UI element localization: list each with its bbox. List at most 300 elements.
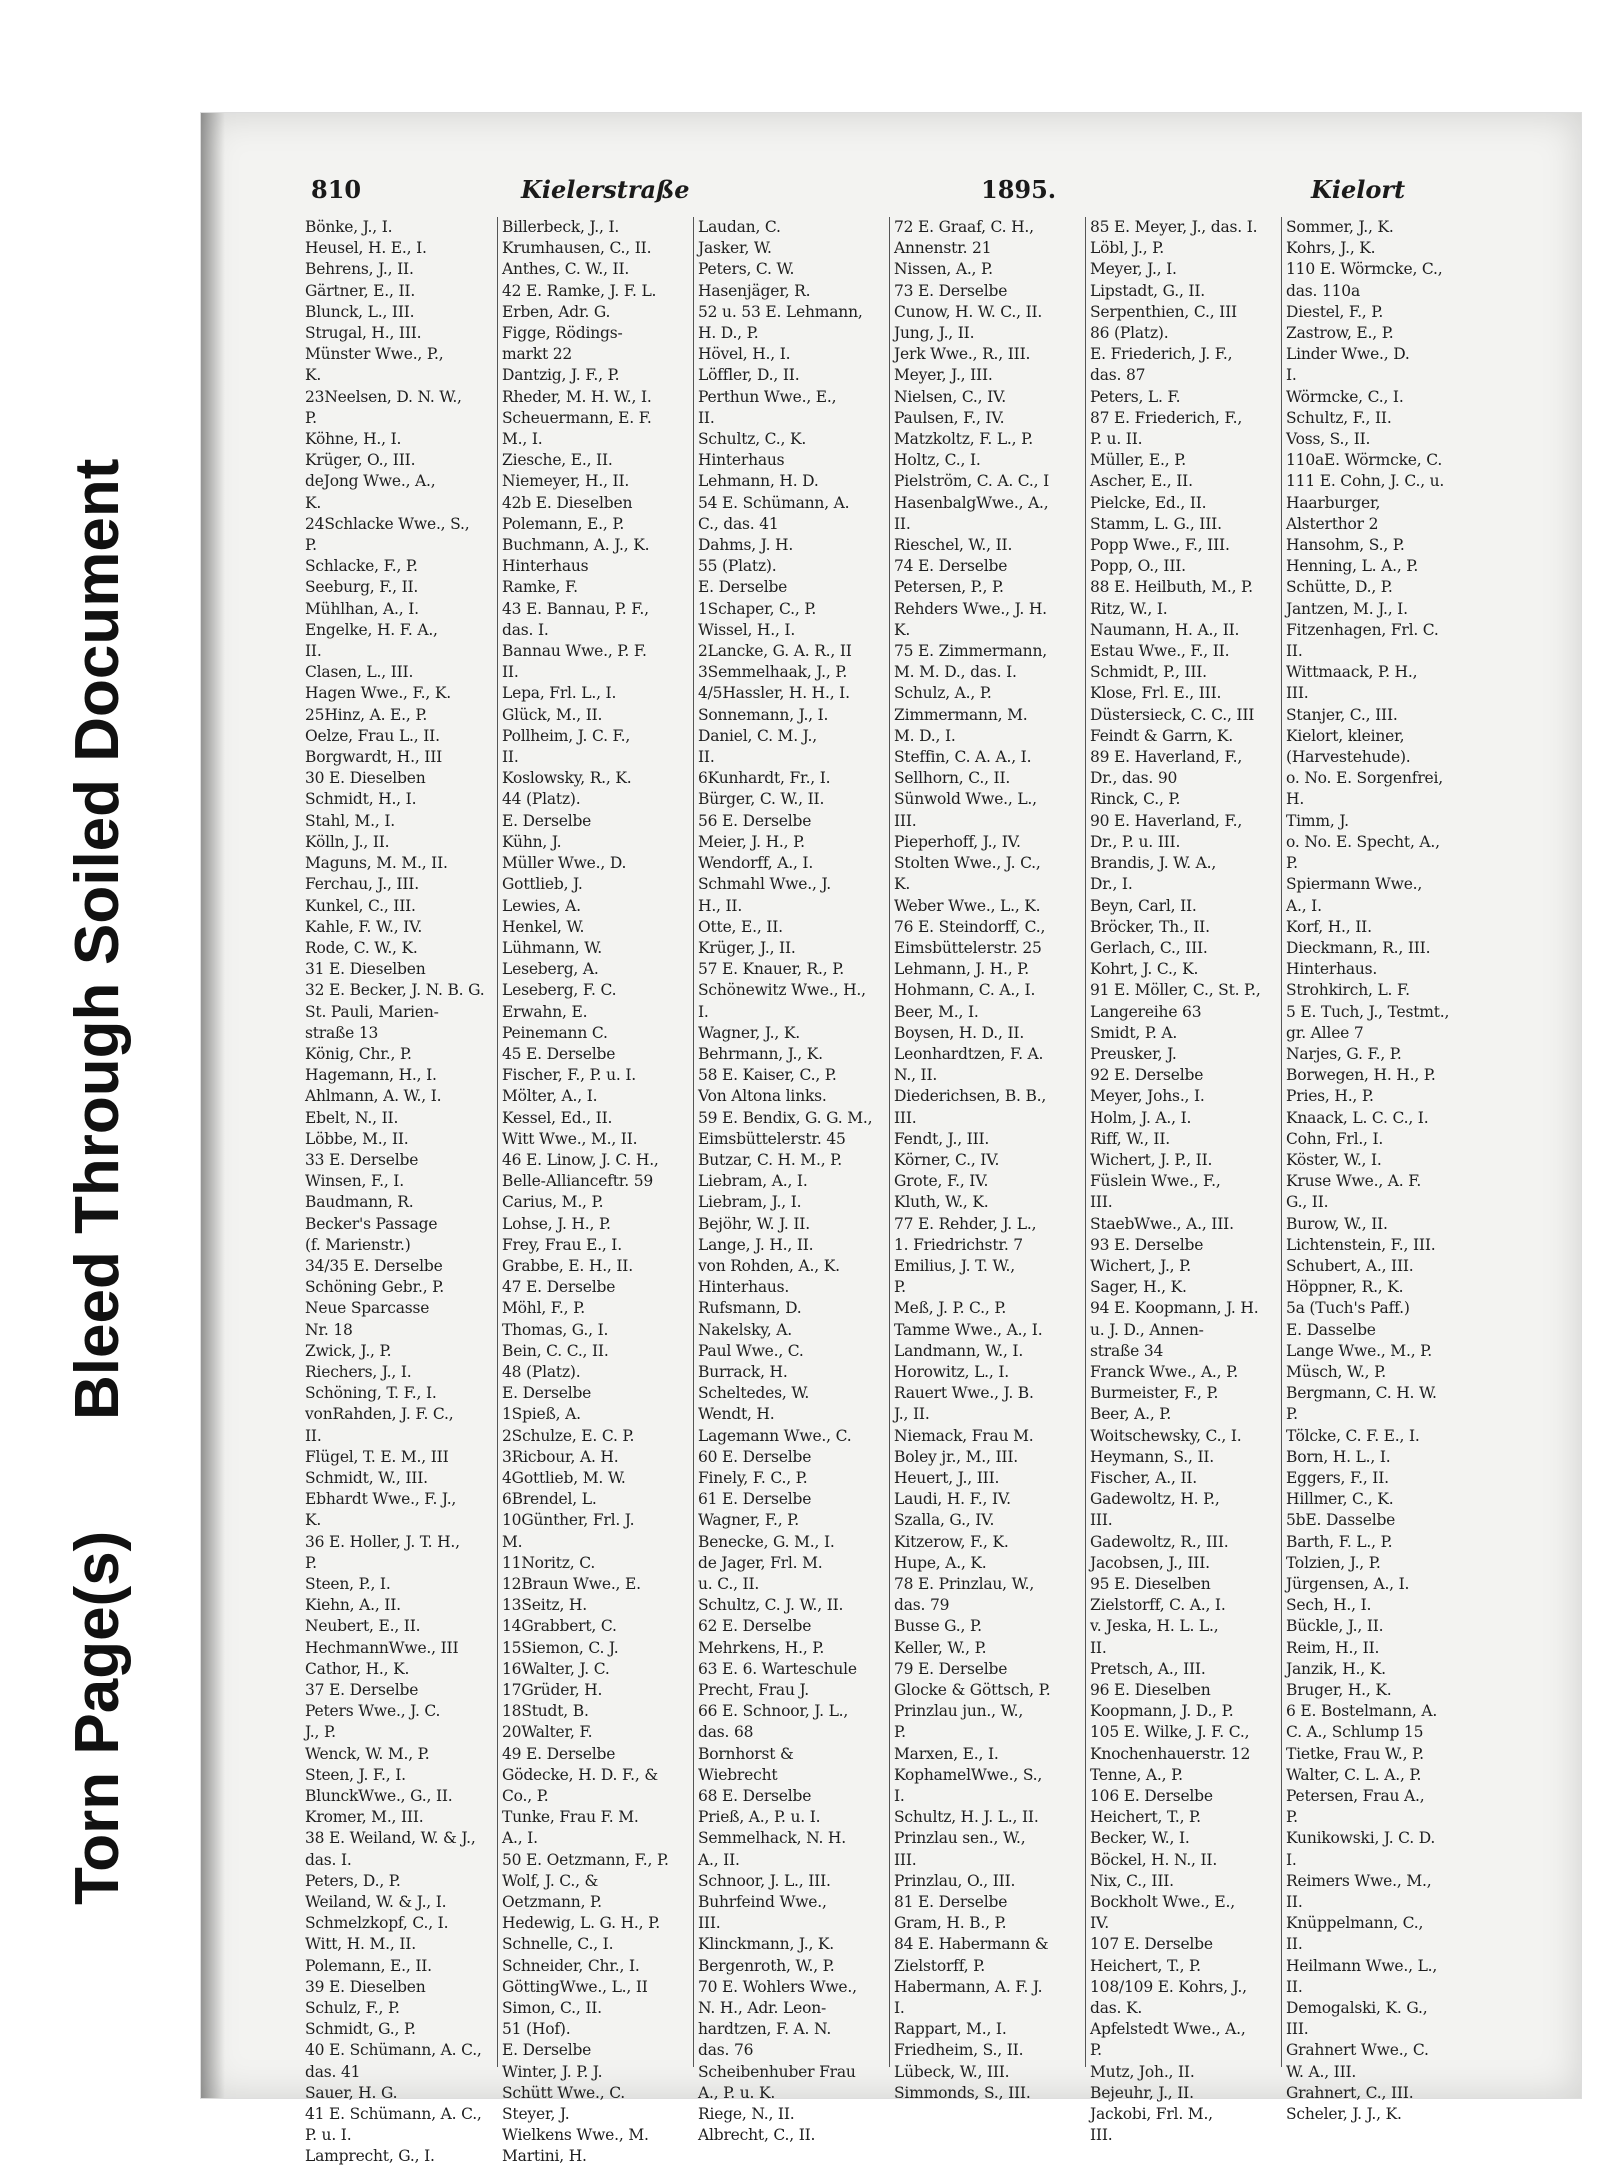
directory-entry: G., II. (1286, 1193, 1329, 1212)
directory-entry: Schubert, A., III. (1286, 1256, 1414, 1275)
directory-entry: 5a (Tuch's Paff.) (1286, 1299, 1410, 1318)
directory-entry: Rehders Wwe., J. H. (894, 599, 1047, 618)
directory-entry: das. 41 (305, 2062, 361, 2081)
directory-entry: KophamelWwe., S., (894, 1765, 1043, 1784)
directory-entry: Steen, P., I. (305, 1575, 391, 1593)
directory-entry: 48 (Platz). (502, 1362, 581, 1381)
directory-entry: Liebram, A., I. (698, 1172, 808, 1191)
directory-entry: Bergenroth, W., P. (698, 1956, 835, 1975)
directory-entry: 30 E. Dieselben (305, 769, 426, 788)
directory-entry: Sauer, H. G. (305, 2083, 398, 2102)
directory-entry: Heymann, S., II. (1090, 1447, 1215, 1466)
directory-entry: III. (1286, 684, 1309, 703)
directory-entry: Leseberg, A. (502, 960, 599, 979)
directory-entry: Tenne, A., P. (1090, 1765, 1183, 1784)
directory-entry: Rauert Wwe., J. B. (894, 1384, 1034, 1403)
directory-entry: M. M. D., das. I. (894, 663, 1017, 682)
directory-entry: Heichert, T., P. (1090, 1808, 1201, 1827)
directory-entry: Diestel, F., P. (1286, 302, 1384, 321)
directory-entry: Dahms, J. H. (698, 536, 794, 555)
directory-entry: Weber Wwe., L., K. (894, 896, 1041, 915)
directory-entry: Pretsch, A., III. (1090, 1659, 1206, 1678)
directory-entry: Paul Wwe., C. (698, 1341, 804, 1360)
directory-entry: Reimers Wwe., M., (1286, 1871, 1432, 1890)
directory-entry: o. No. E. Specht, A., (1286, 832, 1440, 851)
directory-entry: 92 E. Derselbe (1090, 1066, 1204, 1085)
directory-entry: Kunikowski, J. C. D. (1286, 1829, 1436, 1848)
directory-entry: 61 E. Derselbe (698, 1490, 812, 1509)
directory-entry: Henning, L. A., P. (1286, 557, 1419, 576)
directory-entry: 105 E. Wilke, J. F. C., (1090, 1723, 1250, 1742)
directory-entry: 55 (Platz). (698, 557, 777, 576)
directory-entry: 3Ricbour, A. H. (502, 1447, 619, 1466)
directory-entry: Ahlmann, A. W., I. (305, 1087, 442, 1106)
directory-entry: Hasenjäger, R. (698, 281, 811, 300)
directory-entry: Daniel, C. M. J., (698, 726, 817, 745)
directory-entry: Franck Wwe., A., P. (1090, 1362, 1238, 1381)
directory-entry: Gärtner, E., II. (305, 281, 416, 300)
directory-entry: Böckel, H. N., II. (1090, 1850, 1218, 1869)
directory-entry: Riff, W., II. (1090, 1129, 1170, 1148)
torn-pages-label: Torn Page(s) (63, 1530, 132, 1905)
directory-entry: II. (305, 1426, 322, 1445)
directory-entry: Dantzig, J. F., P. (502, 366, 620, 385)
directory-entry: Marxen, E., I. (894, 1744, 999, 1763)
directory-entry: Weiland, W. & J., I. (305, 1893, 447, 1912)
directory-entry: Lehmann, J. H., P. (894, 960, 1029, 979)
directory-entry: 43 E. Bannau, P. F., (502, 599, 649, 618)
directory-entry: 91 E. Möller, C., St. P., (1090, 981, 1261, 1000)
directory-entry: 18Studt, B. (502, 1702, 589, 1721)
directory-entry: 89 E. Haverland, F., (1090, 748, 1243, 767)
directory-entry: Tolzien, J., P. (1286, 1553, 1381, 1572)
directory-entry: Meier, J. H., P. (698, 832, 805, 851)
directory-entry: 4Gottlieb, M. W. (502, 1468, 626, 1487)
directory-entry: Dr., das. 90 (1090, 769, 1178, 788)
directory-entry: Behrmann, J., K. (698, 1044, 823, 1063)
directory-entry: Hohmann, C. A., I. (894, 981, 1036, 1000)
directory-entry: Hövel, H., I. (698, 345, 791, 364)
directory-entry: straße 34 (1090, 1341, 1164, 1360)
directory-entry: Eimsbüttelerstr. 45 (698, 1129, 846, 1148)
directory-entry: III. (698, 1914, 721, 1933)
directory-entry: Born, H. L., I. (1286, 1447, 1391, 1466)
directory-entry: Schöning Gebr., P. (305, 1278, 444, 1297)
directory-entry: Nr. 18 (305, 1320, 353, 1339)
directory-entry: Polemann, E., II. (305, 1956, 432, 1975)
directory-entry: K. (894, 875, 911, 894)
directory-entry: Klinckmann, J., K. (698, 1935, 835, 1954)
directory-entry: Wichert, J., P. (1090, 1256, 1191, 1275)
directory-entry: Reim, H., II. (1286, 1638, 1380, 1657)
directory-entry: 10Günther, Frl. J. (502, 1511, 635, 1530)
directory-entry: Figge, Rödings- (502, 324, 623, 343)
directory-entry: Prinzlau jun., W., (894, 1702, 1024, 1721)
directory-entry: P. (1286, 1808, 1298, 1827)
directory-entry: Glück, M., II. (502, 705, 603, 724)
directory-entry: Mehrkens, H., P. (698, 1638, 825, 1657)
directory-entry: Hagen Wwe., F., K. (305, 684, 451, 703)
directory-entry: Koslowsky, R., K. (502, 769, 632, 788)
directory-entry: 34/35 E. Derselbe (305, 1256, 443, 1275)
directory-entry: 73 E. Derselbe (894, 281, 1008, 300)
directory-entry: Kessel, Ed., II. (502, 1108, 613, 1127)
directory-entry: Belle-Allianceftr. 59 (502, 1172, 654, 1191)
directory-entry: Holm, J. A., I. (1090, 1108, 1192, 1127)
directory-entry: III. (894, 1108, 917, 1127)
directory-column (1085, 217, 1278, 2145)
directory-entry: Schultz, F., II. (1286, 408, 1392, 427)
directory-entry: Jantzen, M. J., I. (1286, 599, 1408, 618)
directory-entry: 25Hinz, A. E., P. (305, 705, 428, 724)
directory-entry: St. Pauli, Marien- (305, 1002, 439, 1021)
directory-entry: Schmidt, W., III. (305, 1468, 428, 1487)
directory-entry: 46 E. Linow, J. C. H., (502, 1150, 659, 1169)
directory-entry: N. H., Adr. Leon- (698, 1999, 827, 2018)
directory-entry: Prinzlau, O., III. (894, 1871, 1016, 1890)
directory-entry: Stanjer, C., III. (1286, 705, 1398, 724)
directory-entry: Busse G., P. (894, 1617, 982, 1636)
directory-entry: Bejöhr, W. J. II. (698, 1214, 810, 1233)
directory-entry: H. D., P. (698, 324, 759, 343)
directory-entry: 16Walter, J. C. (502, 1659, 610, 1678)
directory-entry: 24Schlacke Wwe., S., (305, 514, 470, 533)
directory-entry: Petersen, Frau A., (1286, 1787, 1425, 1806)
directory-entry: Meyer, J., I. (1090, 260, 1177, 279)
directory-entry: Wichert, J. P., II. (1090, 1150, 1213, 1169)
directory-entry: 1Schaper, C., P. (698, 599, 817, 618)
directory-entry: Bejeuhr, J., II. (1090, 2083, 1194, 2102)
directory-entry: Schulz, A., P. (894, 684, 992, 703)
directory-entry: deJong Wwe., A., (305, 472, 436, 491)
directory-entry: Voss, S., II. (1286, 430, 1371, 449)
directory-entry: Krumhausen, C., II. (502, 239, 652, 258)
directory-entry: II. (1286, 1977, 1303, 1996)
directory-entry: Tamme Wwe., A., I. (894, 1320, 1043, 1339)
directory-entry: Peinemann C. (502, 1023, 608, 1042)
directory-entry: Tietke, Frau W., P. (1286, 1744, 1424, 1763)
directory-entry: Mutz, Joh., II. (1090, 2062, 1195, 2081)
directory-entry: Estau Wwe., F., II. (1090, 642, 1230, 661)
directory-entry: Tölcke, C. F. E., I. (1286, 1426, 1420, 1445)
directory-entry: Heichert, T., P. (1090, 1956, 1201, 1975)
directory-entry: 45 E. Derselbe (502, 1044, 616, 1063)
directory-entry: Ebelt, N., II. (305, 1108, 399, 1127)
directory-entry: Von Altona links. (698, 1087, 827, 1106)
directory-entry: 107 E. Derselbe (1090, 1935, 1213, 1954)
directory-entry: Ziesche, E., II. (502, 451, 613, 470)
directory-entry: Langereihe 63 (1090, 1002, 1202, 1021)
directory-entry: Burmeister, F., P. (1090, 1384, 1219, 1403)
directory-entry: Lipstadt, G., II. (1090, 281, 1205, 300)
directory-entry: Wenck, W. M., P. (305, 1744, 430, 1763)
directory-entry: Kluth, W., K. (894, 1193, 989, 1212)
directory-entry: 72 E. Graaf, C. H., (894, 218, 1034, 236)
directory-entry: Frey, Frau E., I. (502, 1235, 622, 1254)
directory-entry: II. (502, 748, 519, 767)
directory-entry: Prinzlau sen., W., (894, 1829, 1026, 1848)
directory-entry: Löbl, J., P. (1090, 239, 1164, 258)
directory-entry: Lewies, A. (502, 896, 581, 915)
directory-entry: 59 E. Bendix, G. G. M., (698, 1108, 873, 1127)
directory-entry: Glocke & Göttsch, P. (894, 1681, 1051, 1700)
directory-entry: hardtzen, F. A. N. (698, 2020, 832, 2039)
directory-entry: 33 E. Derselbe (305, 1150, 419, 1169)
directory-entry: Woitschewsky, C., I. (1090, 1426, 1242, 1445)
directory-entry: Kruse Wwe., A. F. (1286, 1172, 1422, 1191)
directory-entry: Becker, W., I. (1090, 1829, 1190, 1848)
directory-entry: Knaack, L. C. C., I. (1286, 1108, 1429, 1127)
directory-entry: das. K. (1090, 1999, 1143, 2018)
directory-entry: 90 E. Haverland, F., (1090, 811, 1243, 830)
directory-entry: Eimsbüttelerstr. 25 (894, 938, 1042, 957)
directory-entry: N., II. (894, 1066, 938, 1085)
directory-entry: Neubert, E., II. (305, 1617, 421, 1636)
directory-entry: Benecke, G. M., I. (698, 1532, 835, 1551)
directory-entry: Ferchau, J., III. (305, 875, 419, 894)
directory-entry: Scheltedes, W. (698, 1384, 810, 1403)
directory-entry: Billerbeck, J., I. (502, 218, 620, 236)
directory-entry: 42b E. Dieselben (502, 493, 633, 512)
directory-entry: das. 110a (1286, 281, 1360, 300)
directory-entry: Prieß, A., P. u. I. (698, 1808, 821, 1827)
directory-entry: 78 E. Prinzlau, W., (894, 1575, 1035, 1593)
directory-entry: Cohn, Frl., I. (1286, 1129, 1384, 1148)
directory-entry: Mühlhan, A., I. (305, 599, 419, 618)
directory-entry: Sonnemann, J., I. (698, 705, 829, 724)
directory-entry: K. (305, 493, 322, 512)
directory-entry: 2Lancke, G. A. R., II (698, 642, 852, 661)
directory-entry: Haarburger, (1286, 493, 1381, 512)
directory-entry: Meß, J. P. C., P. (894, 1299, 1007, 1318)
directory-entry: 86 (Platz). (1090, 324, 1169, 343)
directory-entry: Krüger, J., II. (698, 938, 796, 957)
directory-entry: Lübeck, W., III. (894, 2062, 1010, 2081)
directory-entry: HasenbalgWwe., A., (894, 493, 1049, 512)
directory-entry: Schultz, C., K. (698, 430, 807, 449)
directory-entry: Wendorff, A., I. (698, 854, 814, 873)
directory-entry: Keller, W., P. (894, 1638, 987, 1657)
directory-entry: 62 E. Derselbe (698, 1617, 812, 1636)
directory-entry: Maguns, M. M., II. (305, 854, 448, 873)
directory-entry: Lühmann, W. (502, 938, 602, 957)
directory-entry: Dr., I. (1090, 875, 1133, 894)
directory-entry: 68 E. Derselbe (698, 1787, 812, 1806)
directory-entry: 88 E. Heilbuth, M., P. (1090, 578, 1253, 597)
directory-entry: 4/5Hassler, H. H., I. (698, 684, 850, 703)
directory-entry: Clasen, L., III. (305, 663, 414, 682)
directory-entry: 56 E. Derselbe (698, 811, 812, 830)
directory-entry: A., P. u. K. (698, 2083, 776, 2102)
directory-entry: vonRahden, J. F. C., (305, 1405, 454, 1424)
directory-entry: Strugal, H., III. (305, 324, 422, 343)
directory-entry: Kohrs, J., K. (1286, 239, 1376, 258)
directory-entry: Niemack, Frau M. (894, 1426, 1034, 1445)
directory-entry: Zielstorff, C. A., I. (1090, 1596, 1226, 1615)
bleed-through-label: Bleed Through (63, 982, 132, 1420)
directory-entry: Meyer, J., III. (894, 366, 993, 385)
directory-entry: Fischer, F., P. u. I. (502, 1066, 637, 1085)
directory-entry: Körner, C., IV. (894, 1150, 1000, 1169)
directory-entry: Neue Sparcasse (305, 1299, 430, 1318)
directory-entry: Ebhardt Wwe., F. J., (305, 1490, 457, 1509)
directory-entry: Bröcker, Th., II. (1090, 917, 1210, 936)
directory-entry: Erben, Adr. G. (502, 302, 611, 321)
directory-entry: Steffin, C. A. A., I. (894, 748, 1032, 767)
directory-column (301, 217, 493, 2166)
directory-entry: Beer, A., P. (1090, 1405, 1172, 1424)
directory-entry: Kiehn, A., II. (305, 1596, 401, 1615)
directory-entry: Lichtenstein, F., III. (1286, 1235, 1436, 1254)
directory-entry: Heilmann Wwe., L., (1286, 1956, 1438, 1975)
directory-entry: Peters, D., P. (305, 1871, 401, 1890)
directory-entry: Kohrt, J. C., K. (1090, 960, 1199, 979)
directory-entry: u. J. D., Annen- (1090, 1320, 1204, 1339)
directory-entry: Scheibenhuber Frau (698, 2062, 856, 2081)
directory-entry: Löffler, D., II. (698, 366, 800, 385)
directory-entry: E. Derselbe (502, 1384, 592, 1403)
directory-entry: Landmann, W., I. (894, 1341, 1024, 1360)
directory-entry: Schöning, T. F., I. (305, 1384, 437, 1403)
directory-entry: Heusel, H. E., I. (305, 239, 427, 258)
directory-entry: Grahnert Wwe., C. (1286, 2041, 1429, 2060)
directory-entry: 1Spieß, A. (502, 1405, 581, 1424)
directory-entry: E. Friederich, J. F., (1090, 345, 1233, 364)
directory-entry: Köster, W., I. (1286, 1150, 1382, 1169)
directory-entry: III. (1090, 1511, 1113, 1530)
directory-entry: Münster Wwe., P., (305, 345, 444, 364)
directory-entry: Bockholt Wwe., E., (1090, 1893, 1235, 1912)
directory-entry: 42 E. Ramke, J. F. L. (502, 281, 657, 300)
directory-entry: Eggers, F., II. (1286, 1468, 1389, 1487)
page-number: 810 (311, 175, 362, 204)
directory-entry: Lohse, J. H., P. (502, 1214, 611, 1233)
directory-entry: Thomas, G., I. (502, 1320, 609, 1339)
directory-entry: v. Jeska, H. L. L., (1090, 1617, 1219, 1636)
directory-entry: Emilius, J. T. W., (894, 1256, 1015, 1275)
year-heading: 1895. (981, 175, 1057, 204)
directory-entry: II. (698, 408, 715, 427)
directory-entry: Holtz, C., I. (894, 451, 981, 470)
directory-entry: J., P. (305, 1723, 336, 1742)
directory-entry: A., II. (698, 1850, 740, 1869)
directory-entry: P. (894, 1278, 906, 1297)
directory-entry: das. I. (305, 1850, 352, 1869)
directory-entry: Hinterhaus (698, 451, 785, 470)
directory-entry: P. (305, 408, 317, 427)
directory-entry: 3Semmelhaak, J., P. (698, 663, 848, 682)
directory-entry: Wagner, F., P. (698, 1511, 800, 1530)
directory-entry: II. (894, 514, 911, 533)
directory-entry: Becker's Passage (305, 1214, 438, 1233)
directory-entry: 6 E. Bostelmann, A. (1286, 1702, 1438, 1721)
directory-entry: Walter, C. L. A., P. (1286, 1765, 1422, 1784)
directory-entry: Zastrow, E., P. (1286, 324, 1394, 343)
directory-entry: Leonhardtzen, F. A. (894, 1044, 1044, 1063)
directory-entry: Bückle, J., II. (1286, 1617, 1384, 1636)
directory-entry: Schmelzkopf, C., I. (305, 1914, 449, 1933)
directory-entry: de Jager, Frl. M. (698, 1553, 823, 1572)
directory-entry: Steen, J. F., I. (305, 1765, 406, 1784)
directory-entry: III. (1090, 1193, 1113, 1212)
directory-entry: straße 13 (305, 1023, 379, 1042)
directory-entry: Oetzmann, P. (502, 1893, 602, 1912)
directory-entry: Apfelstedt Wwe., A., (1090, 2020, 1246, 2039)
directory-entry: 14Grabbert, C. (502, 1617, 617, 1636)
directory-entry: 47 E. Derselbe (502, 1278, 616, 1297)
directory-entry: E. Derselbe (502, 2041, 592, 2060)
directory-entry: Lepa, Frl. L., I. (502, 684, 617, 703)
directory-entry: Fendt, J., III. (894, 1129, 990, 1148)
directory-entry: K. (305, 1511, 322, 1530)
directory-entry: Lehmann, H. D. (698, 472, 819, 491)
directory-entry: Jacobsen, J., III. (1090, 1553, 1210, 1572)
directory-entry: Simon, C., II. (502, 1999, 602, 2018)
directory-entry: 106 E. Derselbe (1090, 1787, 1213, 1806)
directory-entry: Cunow, H. W. C., II. (894, 302, 1043, 321)
directory-entry: Wendt, H. (698, 1405, 775, 1424)
directory-entry: Pries, H., P. (1286, 1087, 1374, 1106)
directory-entry: Hedewig, L. G. H., P. (502, 1914, 660, 1933)
directory-entry: III. (894, 811, 917, 830)
directory-entry: Schmidt, H., I. (305, 790, 417, 809)
directory-entry: Müller, E., P. (1090, 451, 1187, 470)
directory-entry: Wörmcke, C., I. (1286, 387, 1404, 406)
directory-entry: Knüppelmann, C., (1286, 1914, 1424, 1933)
directory-entry: 20Walter, F. (502, 1723, 593, 1742)
scan-warning-stamps (20, 0, 190, 2177)
directory-entry: Stahl, M., I. (305, 811, 395, 830)
directory-entry: Finely, F. C., P. (698, 1468, 808, 1487)
directory-entry: Demogalski, K. G., (1286, 1999, 1428, 2018)
directory-entry: Schlacke, F., P. (305, 557, 418, 576)
directory-entry: 15Siemon, C. J. (502, 1638, 619, 1657)
directory-entry: K. (894, 620, 911, 639)
directory-entry: Otte, E., II. (698, 917, 783, 936)
directory-entry: Heuert, J., III. (894, 1468, 1000, 1487)
directory-entry: Kitzerow, F., K. (894, 1532, 1009, 1551)
directory-entry: Pielström, C. A. C., I (894, 472, 1050, 491)
directory-entry: 50 E. Oetzmann, F., P. (502, 1850, 669, 1869)
directory-entry: Peters, L. F. (1090, 387, 1181, 406)
directory-entry: 111 E. Cohn, J. C., u. (1286, 472, 1445, 491)
directory-entry: Jasker, W. (698, 239, 772, 258)
directory-entry: Boysen, H. D., II. (894, 1023, 1025, 1042)
directory-entry: 57 E. Knauer, R., P. (698, 960, 845, 979)
directory-entry: Meyer, Johs., I. (1090, 1087, 1205, 1106)
directory-entry: Hinterhaus (502, 557, 589, 576)
directory-entry: Grote, F., IV. (894, 1172, 989, 1191)
directory-entry: II. (1090, 1638, 1107, 1657)
directory-entry: Lagemann Wwe., C. (698, 1426, 852, 1445)
directory-entry: 79 E. Derselbe (894, 1659, 1008, 1678)
directory-entry: Witt Wwe., M., II. (502, 1129, 638, 1148)
directory-entry: Jackobi, Frl. M., (1090, 2105, 1213, 2124)
directory-entry: (Harvestehude). (1286, 748, 1411, 767)
directory-entry: Schönewitz Wwe., H., (698, 981, 866, 1000)
directory-entry: Hinterhaus. (1286, 960, 1378, 979)
directory-entry: Butzar, C. H. M., P. (698, 1150, 842, 1169)
directory-entry: 44 (Platz). (502, 790, 581, 809)
directory-entry: Ritz, W., I. (1090, 599, 1168, 618)
directory-entry: Gram, H. B., P. (894, 1914, 1007, 1933)
directory-entry: Rieschel, W., II. (894, 536, 1013, 555)
directory-entry: Nissen, A., P. (894, 260, 993, 279)
directory-entry: Schultz, C. J. W., II. (698, 1596, 844, 1615)
directory-entry: Kromer, M., III. (305, 1808, 424, 1827)
directory-entry: Höppner, R., K. (1286, 1278, 1404, 1297)
directory-entry: Wissel, H., I. (698, 620, 796, 639)
